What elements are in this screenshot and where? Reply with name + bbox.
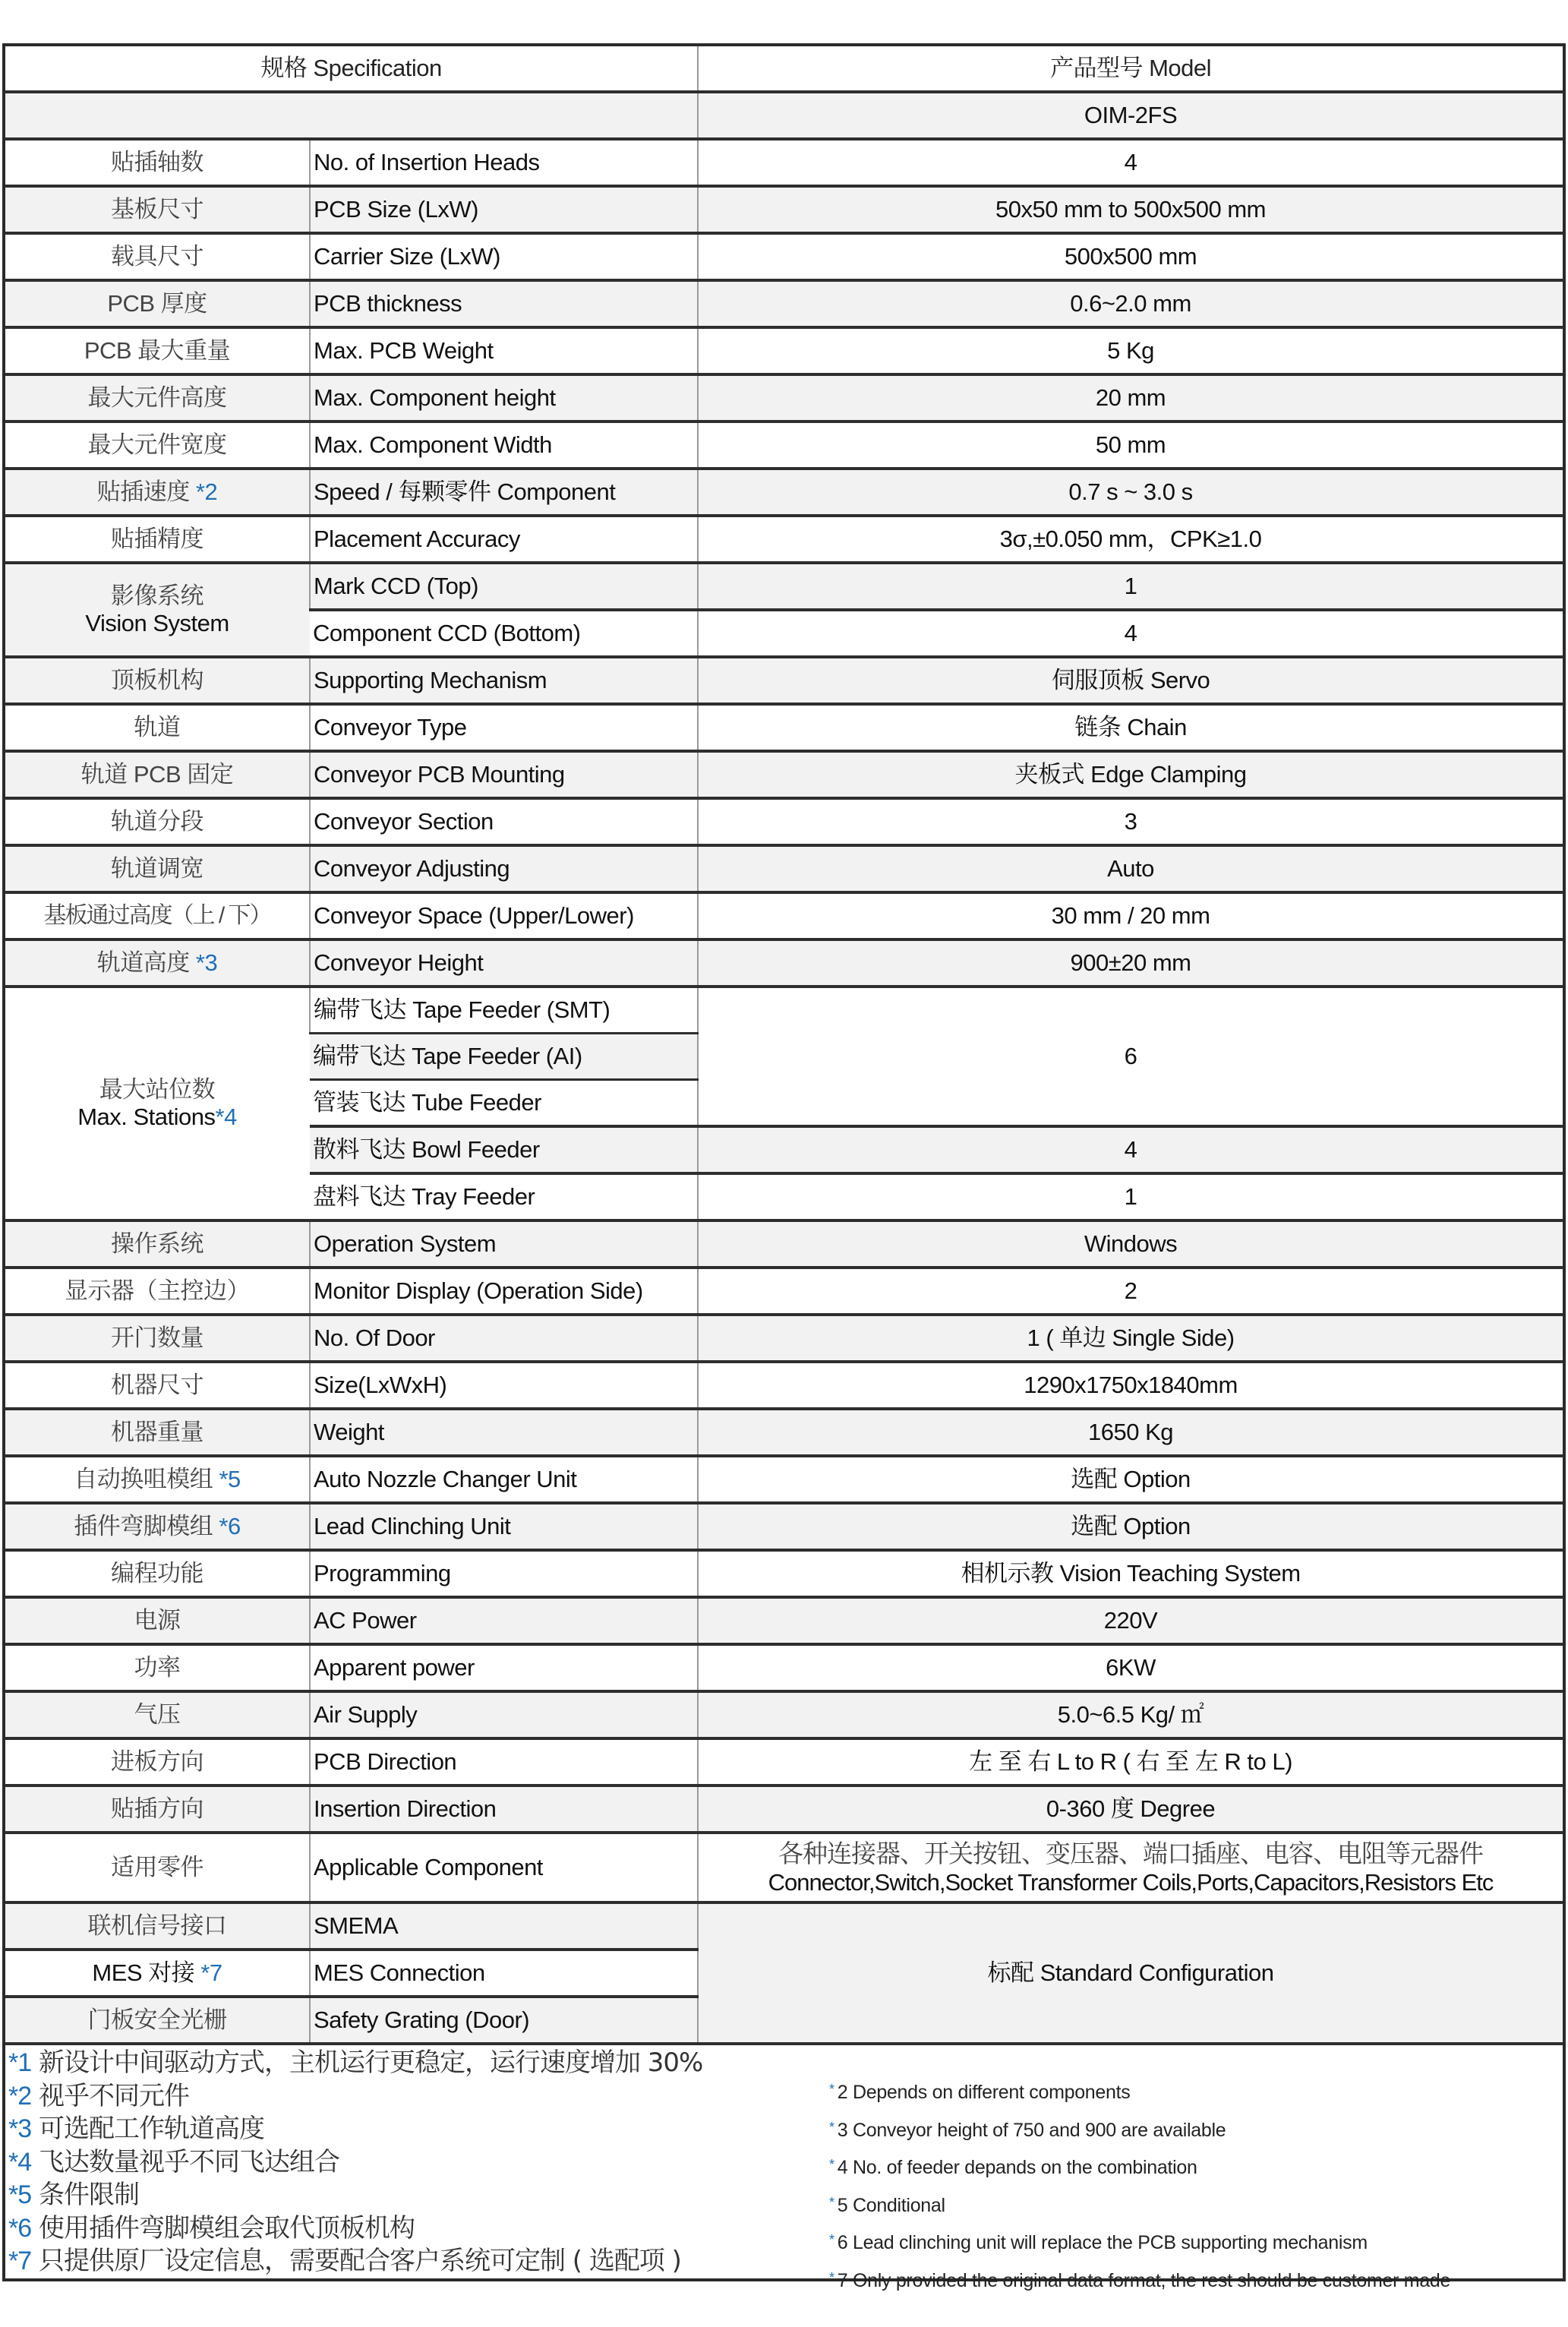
row-en-label: Conveyor Space (Upper/Lower) (310, 892, 698, 939)
vision-item-value: 4 (698, 610, 1563, 657)
footnote-text: 5 Conditional (837, 2194, 945, 2216)
row-cn-label (5, 1503, 310, 1550)
footnote-mark: *6 (8, 2213, 32, 2243)
row-value: 220V (698, 1597, 1563, 1644)
footnote-mark: *5 (219, 1466, 241, 1493)
stations-en: Max. Stations (77, 1104, 216, 1130)
row-cn-text: 自动换咀模组 (74, 1466, 213, 1493)
row-en-label: AC Power (310, 1597, 698, 1644)
row-en-label: Insertion Direction (310, 1786, 698, 1833)
footnote-en (829, 2186, 1450, 2224)
footnote-mark: * (829, 2232, 834, 2247)
footnotes-cn (8, 2047, 702, 2278)
footnote-en (829, 2148, 1450, 2186)
table-row (5, 280, 1563, 327)
row-en-label: Apparent power (310, 1644, 698, 1691)
footnote-mark: *1 (8, 2048, 32, 2077)
row-cn-label: 进板方向 (5, 1738, 310, 1786)
table-row (5, 657, 1563, 704)
row-en-label: Monitor Display (Operation Side) (310, 1268, 698, 1315)
table-row (5, 186, 1563, 233)
model-row-blank (5, 92, 698, 139)
row-cn-label: PCB 最大重量 (5, 327, 310, 374)
table-row (5, 1456, 1563, 1503)
spec-table (5, 46, 1563, 2042)
vision-en: Vision System (85, 610, 229, 636)
feeder-value-tray: 1 (698, 1173, 1563, 1220)
row-cn-label: 开门数量 (5, 1315, 310, 1362)
footnote-en (829, 2073, 1450, 2111)
row-en-label: No. Of Door (310, 1315, 698, 1362)
table-row (5, 422, 1563, 469)
model-name: OIM-2FS (698, 92, 1563, 139)
standard-row (5, 1902, 1563, 1950)
footnote-cn (8, 2245, 702, 2278)
vision-item-label: Mark CCD (Top) (310, 563, 698, 610)
row-cn-label: 轨道 PCB 固定 (5, 751, 310, 798)
row-cn-label: 最大元件高度 (5, 374, 310, 422)
row-en-label: Supporting Mechanism (310, 657, 698, 704)
row-cn-label: 轨道调宽 (5, 845, 310, 892)
row-en-label: Weight (310, 1409, 698, 1456)
table-row (5, 469, 1563, 516)
row-cn-label: 操作系统 (5, 1220, 310, 1268)
table-row (5, 892, 1563, 939)
row-en-label: Placement Accuracy (310, 516, 698, 563)
model-row (5, 92, 1563, 139)
row-en-label: MES Connection (310, 1950, 698, 1997)
table-row (5, 1738, 1563, 1786)
row-value: 50 mm (698, 422, 1563, 469)
row-en-label: Lead Clinching Unit (310, 1503, 698, 1550)
row-en-label: PCB Size (LxW) (310, 186, 698, 233)
model-header: 产品型号 Model (698, 46, 1563, 92)
row-value: 3σ,±0.050 mm，CPK≥1.0 (698, 516, 1563, 563)
footnotes-en (829, 2073, 1450, 2298)
row-value: 0.7 s ~ 3.0 s (698, 469, 1563, 516)
row-value: 选配 Option (698, 1456, 1563, 1503)
row-value: 夹板式 Edge Clamping (698, 751, 1563, 798)
row-en-label: SMEMA (310, 1902, 698, 1950)
footnote-cn (8, 2179, 702, 2212)
row-en-label: Air Supply (310, 1691, 698, 1738)
table-row (5, 1597, 1563, 1644)
applicable-value-en: Connector,Switch,Socket Transformer Coils,Ports,Capacitors,Resistors Etc (768, 1869, 1494, 1896)
footnote-mark: * (829, 2082, 834, 2097)
feeder-label: 盘料飞达 Tray Feeder (310, 1173, 698, 1220)
vision-label (5, 563, 310, 657)
row-value: 0.6~2.0 mm (698, 280, 1563, 327)
footnote-mark: * (829, 2119, 834, 2135)
row-en-label: PCB thickness (310, 280, 698, 327)
row-en-label: Conveyor PCB Mounting (310, 751, 698, 798)
standard-config-value: 标配 Standard Configuration (698, 1902, 1563, 2042)
row-cn-label: 显示器（主控边） (5, 1268, 310, 1315)
row-en-label: Max. Component Width (310, 422, 698, 469)
feeder-label: 编带飞达 Tape Feeder (SMT) (310, 987, 698, 1034)
row-cn-label (5, 469, 310, 516)
footnote-text: 7 Only provided the original data format, the rest should be customer made (837, 2269, 1451, 2291)
footnote-text: 条件限制 (31, 2180, 139, 2210)
stations-label (5, 987, 310, 1220)
footnote-text: 2 Depends on different components (837, 2082, 1131, 2103)
feeder-label: 编带飞达 Tape Feeder (AI) (310, 1034, 698, 1080)
row-value: 3 (698, 798, 1563, 845)
row-value: 5.0~6.5 Kg/ ㎡ (698, 1691, 1563, 1738)
footnote-mark: * (829, 2157, 834, 2172)
table-row (5, 1644, 1563, 1691)
footnote-text: 4 No. of feeder depands on the combination (837, 2157, 1197, 2178)
spec-sheet (2, 43, 1566, 2291)
row-en-label: Max. PCB Weight (310, 327, 698, 374)
footnote-mark: *2 (195, 478, 218, 506)
row-cn-label: 编程功能 (5, 1550, 310, 1597)
footnote-mark: *2 (8, 2081, 32, 2111)
feeder-value-bowl: 4 (698, 1126, 1563, 1173)
row-en-label: Conveyor Height (310, 939, 698, 987)
footnote-cn (8, 2212, 702, 2246)
row-value: 20 mm (698, 374, 1563, 422)
row-value: 500x500 mm (698, 233, 1563, 280)
row-value: 选配 Option (698, 1503, 1563, 1550)
row-cn-label: 贴插轴数 (5, 139, 310, 186)
table-row (5, 1550, 1563, 1597)
row-cn-label: 顶板机构 (5, 657, 310, 704)
row-cn-text: MES 对接 (92, 1959, 195, 1987)
row-en-label: Conveyor Type (310, 704, 698, 751)
row-en-label: Auto Nozzle Changer Unit (310, 1456, 698, 1503)
footnotes (5, 2042, 1563, 2291)
table-row (5, 233, 1563, 280)
footnote-text: 3 Conveyor height of 750 and 900 are available (837, 2119, 1226, 2141)
row-cn-label: 机器尺寸 (5, 1362, 310, 1409)
footnote-mark: *6 (219, 1513, 241, 1540)
vision-item-value: 1 (698, 563, 1563, 610)
row-cn-label: PCB 厚度 (5, 280, 310, 327)
row-en-label: Carrier Size (LxW) (310, 233, 698, 280)
table-row (5, 1220, 1563, 1268)
row-value: 相机示教 Vision Teaching System (698, 1550, 1563, 1597)
vision-item-label: Component CCD (Bottom) (310, 610, 698, 657)
feeder-value-tape-tube: 6 (698, 987, 1563, 1126)
row-en-label: Max. Component height (310, 374, 698, 422)
footnote-en (829, 2223, 1450, 2261)
row-value: 50x50 mm to 500x500 mm (698, 186, 1563, 233)
row-cn-label (5, 939, 310, 987)
table-row (5, 1315, 1563, 1362)
row-cn-label: 气压 (5, 1691, 310, 1738)
row-en-label: Operation System (310, 1220, 698, 1268)
row-cn-label: 贴插方向 (5, 1786, 310, 1833)
footnote-text: 新设计中间驱动方式，主机运行更稳定，运行速度增加 30% (31, 2048, 703, 2078)
footnote-mark: * (829, 2194, 834, 2210)
applicable-row (5, 1833, 1563, 1902)
row-en-label: No. of Insertion Heads (310, 139, 698, 186)
row-cn-label: 载具尺寸 (5, 233, 310, 280)
vision-row-top (5, 563, 1563, 610)
table-row (5, 327, 1563, 374)
feeder-label: 散料飞达 Bowl Feeder (310, 1126, 698, 1173)
table-row (5, 1691, 1563, 1738)
table-row (5, 939, 1563, 987)
footnote-cn (8, 2080, 702, 2114)
row-cn-label: 基板通过高度（上 / 下） (5, 892, 310, 939)
row-value: 1 ( 单边 Single Side) (698, 1315, 1563, 1362)
row-cn-label: 最大元件宽度 (5, 422, 310, 469)
row-value: 链条 Chain (698, 704, 1563, 751)
table-row (5, 1409, 1563, 1456)
table-header-row (5, 46, 1563, 92)
footnote-text: 只提供原厂设定信息，需要配合客户系统可定制 ( 选配项 ) (31, 2246, 681, 2276)
feeder-label: 管装飞达 Tube Feeder (310, 1080, 698, 1127)
row-cn-label: 基板尺寸 (5, 186, 310, 233)
footnote-en (829, 2261, 1450, 2299)
table-row (5, 845, 1563, 892)
footnote-text: 可选配工作轨道高度 (31, 2114, 264, 2144)
applicable-value-cn: 各种连接器、开关按钮、变压器、端口插座、电容、电阻等元器件 (778, 1839, 1483, 1868)
stations-en-wrap (5, 1104, 309, 1131)
row-value: 2 (698, 1268, 1563, 1315)
footnote-cn (8, 2113, 702, 2146)
row-en-label: Programming (310, 1550, 698, 1597)
row-en-label: PCB Direction (310, 1738, 698, 1786)
row-cn-label: 电源 (5, 1597, 310, 1644)
footnote-mark: *7 (8, 2246, 32, 2275)
row-cn-label: 联机信号接口 (5, 1902, 310, 1950)
footnote-mark: *7 (200, 1959, 222, 1987)
applicable-en: Applicable Component (310, 1833, 698, 1902)
table-row (5, 374, 1563, 422)
table-row (5, 798, 1563, 845)
applicable-cn: 适用零件 (5, 1833, 310, 1902)
row-cn-label: 门板安全光栅 (5, 1997, 310, 2042)
row-cn-label: 轨道 (5, 704, 310, 751)
stations-cn: 最大站位数 (99, 1076, 216, 1104)
row-cn-text: 轨道高度 (96, 949, 190, 977)
row-cn-label (5, 1950, 310, 1997)
footnote-en (829, 2111, 1450, 2149)
row-cn-text: 贴插速度 (96, 478, 190, 506)
footnote-mark: * (829, 2269, 834, 2285)
footnote-mark: *5 (8, 2180, 32, 2209)
footnote-text: 飞达数量视乎不同飞达组合 (31, 2146, 339, 2177)
row-en-label: Conveyor Adjusting (310, 845, 698, 892)
row-value: 900±20 mm (698, 939, 1563, 987)
row-value: 伺服顶板 Servo (698, 657, 1563, 704)
row-value: Auto (698, 845, 1563, 892)
row-en-label: Speed / 每颗零件 Component (310, 469, 698, 516)
footnote-text: 视乎不同元件 (31, 2080, 189, 2111)
table-row (5, 516, 1563, 563)
row-value: Windows (698, 1220, 1563, 1268)
table-row (5, 1503, 1563, 1550)
footnote-mark: *3 (195, 949, 218, 977)
row-value: 5 Kg (698, 327, 1563, 374)
table-row (5, 139, 1563, 186)
footnote-text: 6 Lead clinching unit will replace the PCB supporting mechanism (837, 2232, 1368, 2253)
table-row (5, 751, 1563, 798)
row-cn-label: 贴插精度 (5, 516, 310, 563)
row-en-label: Conveyor Section (310, 798, 698, 845)
row-value: 4 (698, 139, 1563, 186)
stations-row (5, 987, 1563, 1034)
row-cn-label: 机器重量 (5, 1409, 310, 1456)
row-value: 左 至 右 L to R ( 右 至 左 R to L) (698, 1738, 1563, 1786)
footnote-mark: *4 (215, 1104, 237, 1130)
vision-cn: 影像系统 (111, 583, 203, 610)
row-cn-label: 轨道分段 (5, 798, 310, 845)
applicable-value (698, 1833, 1563, 1902)
table-row (5, 1268, 1563, 1315)
footnote-cn (8, 2146, 702, 2180)
footnote-mark: *3 (8, 2114, 32, 2143)
table-row (5, 1786, 1563, 1833)
row-value: 1650 Kg (698, 1409, 1563, 1456)
table-row (5, 1362, 1563, 1409)
table-row (5, 704, 1563, 751)
row-value: 30 mm / 20 mm (698, 892, 1563, 939)
row-value: 0-360 度 Degree (698, 1786, 1563, 1833)
row-value: 1290x1750x1840mm (698, 1362, 1563, 1409)
footnote-cn (8, 2047, 702, 2080)
spec-header: 规格 Specification (5, 46, 698, 92)
row-cn-text: 插件弯脚模组 (74, 1513, 213, 1540)
footnote-text: 使用插件弯脚模组会取代顶板机构 (31, 2212, 415, 2243)
row-cn-label (5, 1456, 310, 1503)
row-value: 6KW (698, 1644, 1563, 1691)
row-en-label: Safety Grating (Door) (310, 1997, 698, 2042)
row-cn-label: 功率 (5, 1644, 310, 1691)
row-en-label: Size(LxWxH) (310, 1362, 698, 1409)
footnote-mark: *4 (8, 2147, 32, 2177)
